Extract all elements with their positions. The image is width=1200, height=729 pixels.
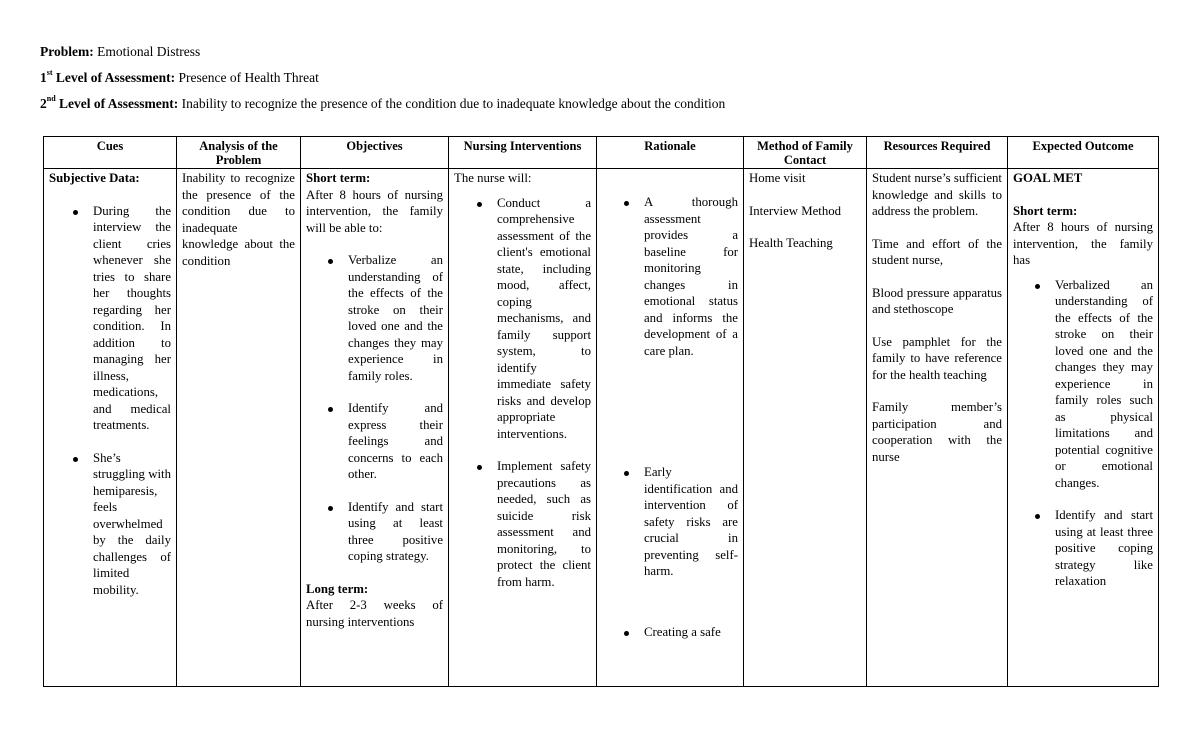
rationale-item: A thorough assessment provides a baseline for monitoring changes in emotional status and informs the development of a care plan.	[644, 194, 738, 359]
second-level-number: 2nd	[40, 94, 56, 111]
first-level-line	[40, 70, 319, 86]
interventions-intro: The nurse will:	[454, 171, 532, 185]
resource-item: Blood pressure apparatus and stethoscope	[872, 285, 1002, 316]
method-item: Health Teaching	[749, 236, 833, 250]
outcome-intro: After 8 hours of nursing intervention, the family has	[1013, 220, 1153, 267]
column-header-cues: Cues	[44, 137, 177, 169]
rationale-cell	[597, 169, 744, 687]
resource-item: Time and effort of the student nurse,	[872, 236, 1002, 267]
bullet-icon	[1035, 514, 1040, 519]
bullet-icon	[624, 631, 629, 636]
short-term-label: Short term:	[306, 171, 371, 185]
method-cell	[744, 169, 867, 687]
column-header-analysis: Analysis of the Problem	[177, 137, 301, 169]
outcome-cell	[1008, 169, 1159, 687]
first-level-number: 1st	[40, 68, 53, 85]
column-header-rationale: Rationale	[597, 137, 744, 169]
nursing-care-plan-table	[43, 136, 1159, 687]
analysis-cell	[177, 169, 301, 687]
column-header-resources: Resources Required	[867, 137, 1008, 169]
bullet-icon	[328, 506, 333, 511]
objective-item: Identify and express their feelings and concerns to each other.	[348, 400, 443, 483]
resource-item: Use pamphlet for the family to have reference for the health teaching	[872, 334, 1002, 382]
column-header-method: Method of Family Contact	[744, 137, 867, 169]
short-term-intro: After 8 hours of nursing intervention, the family will be able to:	[306, 187, 443, 235]
method-item: Home visit	[749, 171, 806, 185]
resource-item: Family member’s participation and cooperation with the nurse	[872, 400, 1002, 464]
rationale-item: Early identification and intervention of safety risks are crucial in preventing self-harm.	[644, 464, 738, 580]
column-header-interventions: Nursing Interventions	[449, 137, 597, 169]
cues-cell	[44, 169, 177, 687]
first-level-label: Level of Assessment:	[55, 70, 176, 85]
intervention-item: Implement safety precautions as needed, such as suicide risk assessment and monitoring, to protect the client from harm.	[497, 458, 591, 590]
resources-cell	[867, 169, 1008, 687]
body-row	[44, 169, 1159, 687]
bullet-icon	[624, 201, 629, 206]
objective-item: Verbalize an understanding of the effects of the stroke on their loved one and the changes they may experience in family roles.	[348, 252, 443, 384]
analysis-text: Inability to recognize the presence of the condition due to inadequate knowledge about the condition	[182, 171, 295, 268]
bullet-icon	[624, 471, 629, 476]
bullet-icon	[477, 202, 482, 207]
bullet-icon	[477, 465, 482, 470]
goal-status: GOAL MET	[1013, 171, 1083, 185]
long-term-intro: After 2-3 weeks of nursing interventions	[306, 598, 443, 629]
long-term-label: Long term:	[306, 581, 369, 596]
subjective-data-heading: Subjective Data:	[49, 171, 140, 185]
problem-value: Emotional Distress	[97, 44, 201, 59]
header-row	[44, 137, 1159, 169]
second-level-value: Inability to recognize the presence of the condition due to inadequate knowledge about the condition	[181, 96, 726, 111]
objective-item: Identify and start using at least three positive coping strategy.	[348, 499, 443, 565]
bullet-icon	[73, 457, 78, 462]
problem-label: Problem:	[40, 44, 94, 59]
first-level-value: Presence of Health Threat	[178, 70, 319, 85]
rationale-item: Creating a safe	[644, 624, 738, 641]
column-header-objectives: Objectives	[301, 137, 449, 169]
bullet-icon	[328, 407, 333, 412]
outcome-item: Identify and start using at least three positive coping strategy like relaxation	[1055, 507, 1153, 590]
intervention-item: Conduct a comprehensive assessment of the client's emotional state, including mood, affect, coping mechanisms, and family support system, to identify immediate safety risks and develop appropriate interventions.	[497, 195, 591, 443]
cue-item: She’s struggling with hemiparesis, feels overwhelmed by the daily challenges of limited mobility.	[93, 450, 171, 599]
problem-line	[40, 44, 200, 60]
bullet-icon	[1035, 284, 1040, 289]
outcome-item: Verbalized an understanding of the effects of the stroke on their loved one and the changes they may experience in family roles such as physical limitations and potential cognitive or emotional changes.	[1055, 277, 1153, 492]
bullet-icon	[328, 259, 333, 264]
objectives-cell	[301, 169, 449, 687]
method-item: Interview Method	[749, 203, 842, 218]
second-level-label: Level of Assessment:	[59, 96, 179, 111]
column-header-outcome: Expected Outcome	[1008, 137, 1159, 169]
cue-item: During the interview the client cries whenever she tries to share her thoughts regarding her condition. In addition to managing her illness, medications, and medical treatments.	[93, 203, 171, 434]
second-level-line	[40, 96, 725, 112]
outcome-short-term-label: Short term:	[1013, 203, 1078, 218]
resource-item: Student nurse’s sufficient knowledge and skills to address the problem.	[872, 171, 1002, 218]
interventions-cell	[449, 169, 597, 687]
bullet-icon	[73, 210, 78, 215]
